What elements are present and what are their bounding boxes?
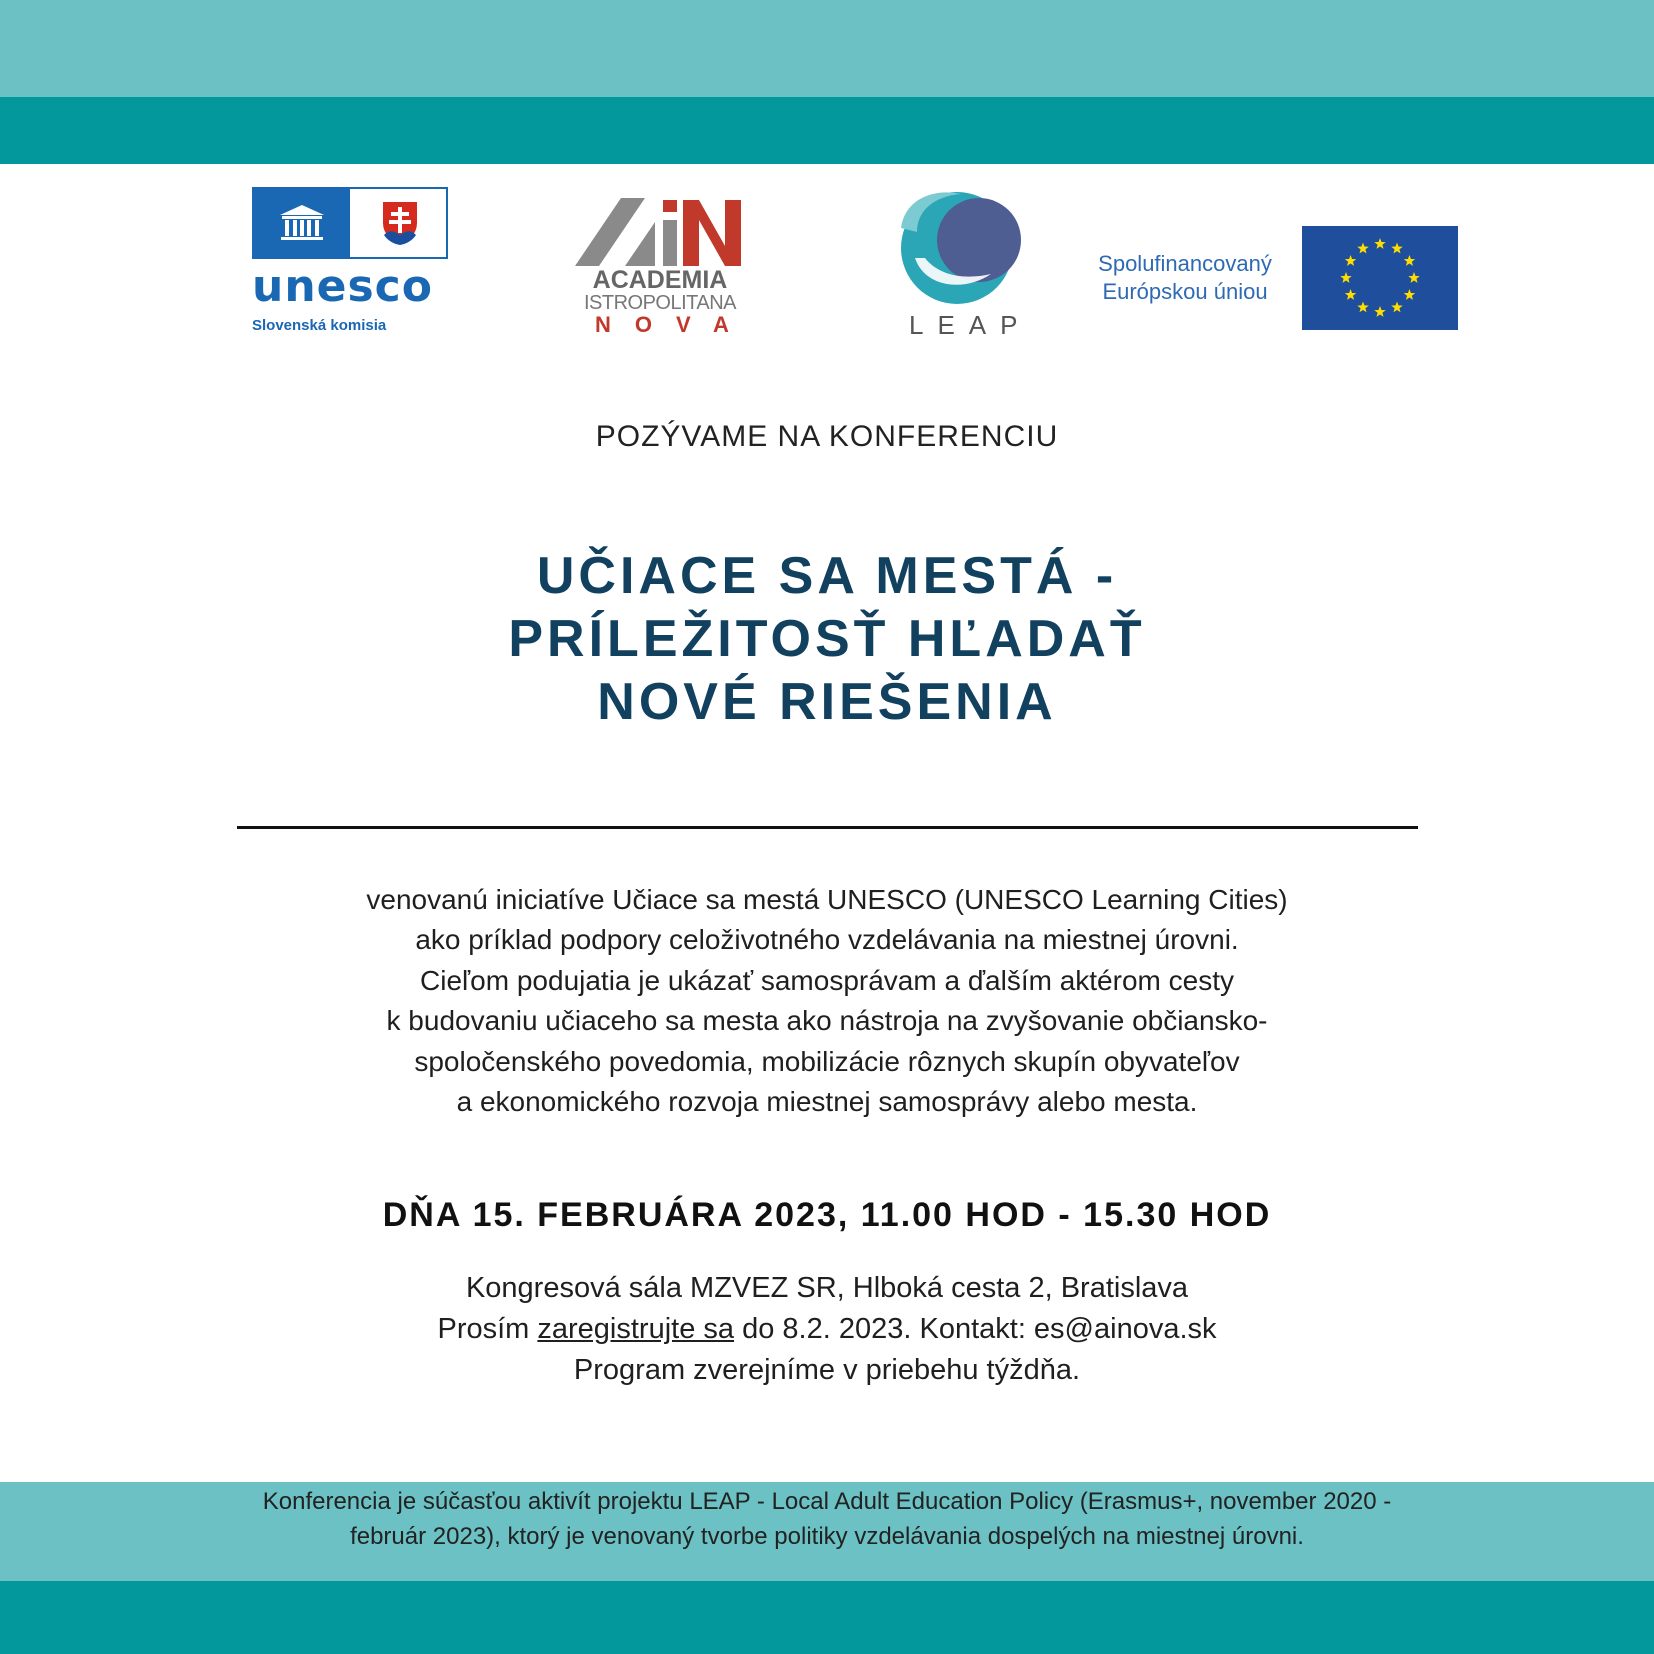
registration-line — [0, 1313, 1654, 1346]
divider-line — [237, 826, 1418, 829]
description-line: Cieľom podujatia je ukázať samosprávam a ďalším aktérom cesty — [420, 964, 1234, 996]
unesco-emblem-panel — [254, 189, 350, 257]
eu-star-icon — [1340, 272, 1351, 283]
description-line: spoločenského povedomia, mobilizácie rôznych skupín obyvateľov — [414, 1045, 1240, 1077]
ain-logo — [575, 198, 753, 338]
ain-wordmark-istropolitana: ISTROPOLITANA — [583, 292, 737, 314]
eu-star-icon — [1391, 301, 1402, 312]
eu-flag — [1302, 226, 1458, 330]
register-link[interactable]: zaregistrujte sa — [537, 1313, 735, 1345]
eu-star-icon — [1345, 255, 1356, 266]
eu-stars-icon — [1302, 226, 1458, 330]
description-paragraph — [0, 880, 1654, 1122]
description-line: venovanú iniciatíve Učiace sa mestá UNESCO (UNESCO Learning Cities) — [366, 884, 1288, 915]
unesco-logo — [252, 187, 452, 337]
unesco-wordmark: unesco — [252, 261, 433, 312]
title-line-1: UČIACE SA MESTÁ - — [536, 547, 1118, 605]
description-line: a ekonomického rozvoja miestnej samosprávy alebo mesta. — [456, 1086, 1198, 1118]
eu-text-line2: Európskou úniou — [1102, 279, 1268, 304]
unesco-emblem-box — [252, 187, 448, 259]
eu-star-icon — [1357, 301, 1368, 312]
ain-wordmark-nova: NOVA — [595, 312, 753, 337]
leap-logo — [895, 188, 1032, 340]
leap-drop-icon — [895, 188, 1025, 306]
ain-mark-icon — [575, 198, 745, 266]
eu-star-icon — [1357, 243, 1368, 254]
conference-title — [0, 545, 1654, 734]
eu-star-icon — [1404, 255, 1415, 266]
registration-suffix: do 8.2. 2023. Kontakt: es@ainova.sk — [734, 1313, 1217, 1345]
eu-cofunded-text — [1085, 250, 1285, 306]
eu-star-icon — [1404, 289, 1415, 300]
slovak-shield-icon — [380, 199, 420, 247]
ain-wordmark-academia: ACADEMIA — [592, 266, 728, 294]
top-band-dark — [0, 97, 1654, 164]
temple-icon — [278, 203, 326, 243]
eu-cofunded-logo — [1085, 226, 1460, 331]
eu-star-icon — [1374, 306, 1385, 317]
eu-star-icon — [1374, 238, 1385, 249]
footer-note — [110, 1484, 1544, 1554]
footer-line-1: Konferencia je súčasťou aktivít projektu LEAP - Local Adult Education Policy (Erasmus+, november 2020 - — [262, 1488, 1392, 1515]
title-line-3: NOVÉ RIEŠENIA — [597, 673, 1057, 731]
eu-star-icon — [1345, 289, 1356, 300]
eu-star-icon — [1408, 272, 1419, 283]
event-date: DŇA 15. FEBRUÁRA 2023, 11.00 HOD - 15.30 HOD — [382, 1196, 1272, 1234]
eu-star-icon — [1391, 243, 1402, 254]
unesco-subtitle: Slovenská komisia — [252, 317, 387, 334]
registration-prefix: Prosím — [437, 1313, 538, 1345]
event-venue: Kongresová sála MZVEZ SR, Hlboká cesta 2, Bratislava — [465, 1272, 1189, 1304]
footer-line-2: február 2023), ktorý je venovaný tvorbe politiky vzdelávania dospelých na miestnej úrovni. — [350, 1523, 1304, 1550]
description-line: ako príklad podpory celoživotného vzdelávania na miestnej úrovni. — [415, 924, 1239, 956]
invite-heading: POZÝVAME NA KONFERENCIU — [595, 420, 1059, 453]
title-line-2: PRÍLEŽITOSŤ HĽADAŤ — [508, 610, 1146, 668]
bottom-band-dark — [0, 1581, 1654, 1654]
program-note: Program zverejníme v priebehu týždňa. — [573, 1354, 1081, 1386]
leap-wordmark: LEAP — [909, 310, 1032, 340]
description-line: k budovaniu učiaceho sa mesta ako nástroja na zvyšovanie občiansko- — [386, 1005, 1268, 1037]
top-band-light — [0, 0, 1654, 97]
eu-text-line1: Spolufinancovaný — [1098, 251, 1272, 276]
